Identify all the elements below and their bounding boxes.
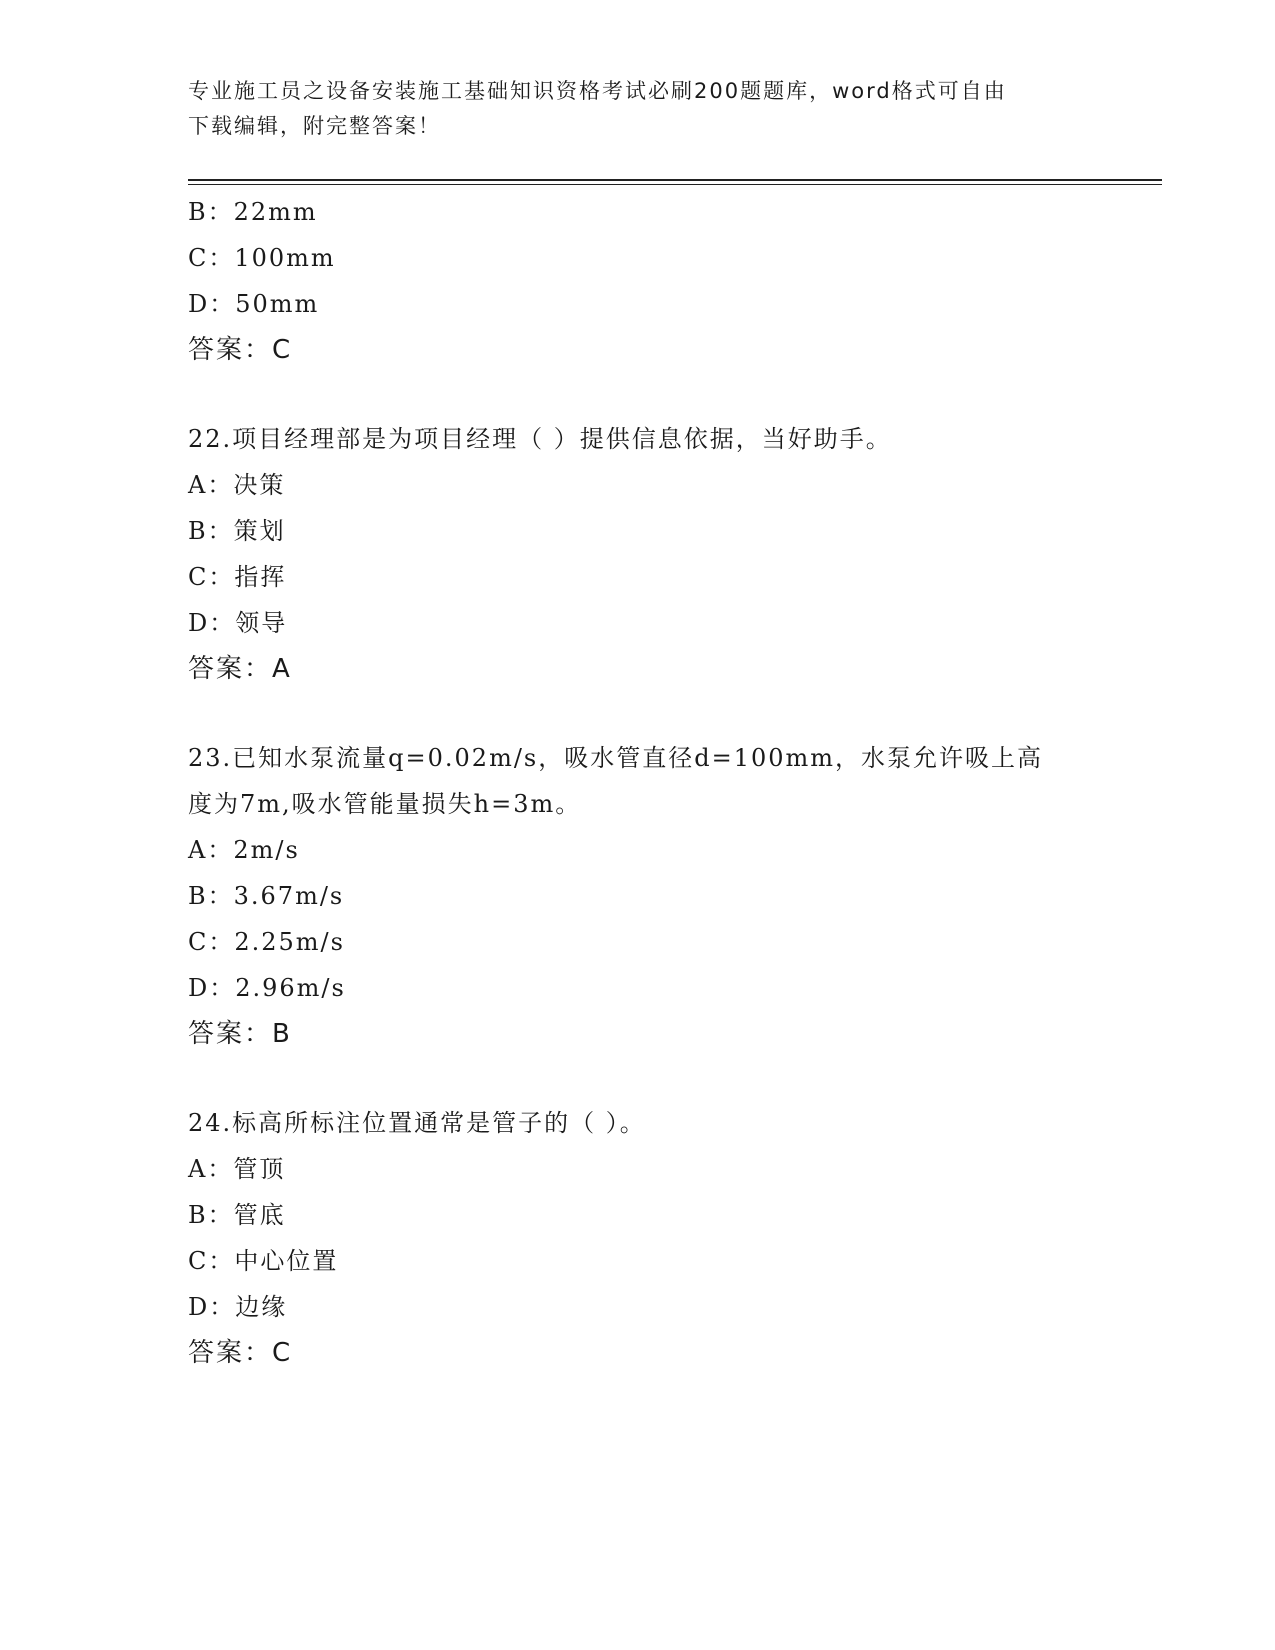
option-d: D：2.96m/s bbox=[188, 974, 346, 1002]
question-list bbox=[188, 189, 1088, 1376]
option-b: B：管底 bbox=[188, 1201, 286, 1229]
option-a: A：决策 bbox=[188, 471, 286, 499]
option-d: D：边缘 bbox=[188, 1293, 288, 1321]
option-a: A：2m/s bbox=[188, 836, 300, 864]
question-stem: 22.项目经理部是为项目经理（ ）提供信息依据，当好助手。 bbox=[188, 425, 892, 453]
option-c: C：2.25m/s bbox=[188, 928, 345, 956]
answer: 答案：C bbox=[188, 335, 293, 365]
option-b: B：策划 bbox=[188, 517, 286, 545]
document-header bbox=[188, 74, 1088, 144]
option-d: D：领导 bbox=[188, 609, 288, 637]
answer: 答案：C bbox=[188, 1338, 293, 1368]
option-c: C：指挥 bbox=[188, 563, 287, 591]
question-21-tail bbox=[188, 189, 1088, 373]
question-22 bbox=[188, 416, 1088, 692]
option-c: C：100mm bbox=[188, 244, 336, 272]
option-b: B：3.67m/s bbox=[188, 882, 345, 910]
option-d: D：50mm bbox=[188, 290, 320, 318]
question-stem-line-2: 度为7m,吸水管能量损失h=3m。 bbox=[188, 790, 582, 818]
header-title-line-1: 专业施工员之设备安装施工基础知识资格考试必刷200题题库，word格式可自由 bbox=[188, 79, 1007, 103]
answer: 答案：A bbox=[188, 654, 292, 684]
header-rule-thin bbox=[188, 184, 1162, 185]
answer: 答案：B bbox=[188, 1019, 292, 1049]
question-stem: 24.标高所标注位置通常是管子的（ ）。 bbox=[188, 1109, 646, 1137]
option-b: B：22mm bbox=[188, 198, 318, 226]
question-23 bbox=[188, 735, 1088, 1057]
option-c: C：中心位置 bbox=[188, 1247, 339, 1275]
header-rule-thick bbox=[188, 179, 1162, 181]
option-a: A：管顶 bbox=[188, 1155, 286, 1183]
header-title-line-2: 下载编辑，附完整答案！ bbox=[188, 114, 441, 138]
question-24 bbox=[188, 1100, 1088, 1376]
question-stem-line-1: 23.已知水泵流量q=0.02m/s，吸水管直径d=100mm，水泵允许吸上高 bbox=[188, 744, 1044, 772]
